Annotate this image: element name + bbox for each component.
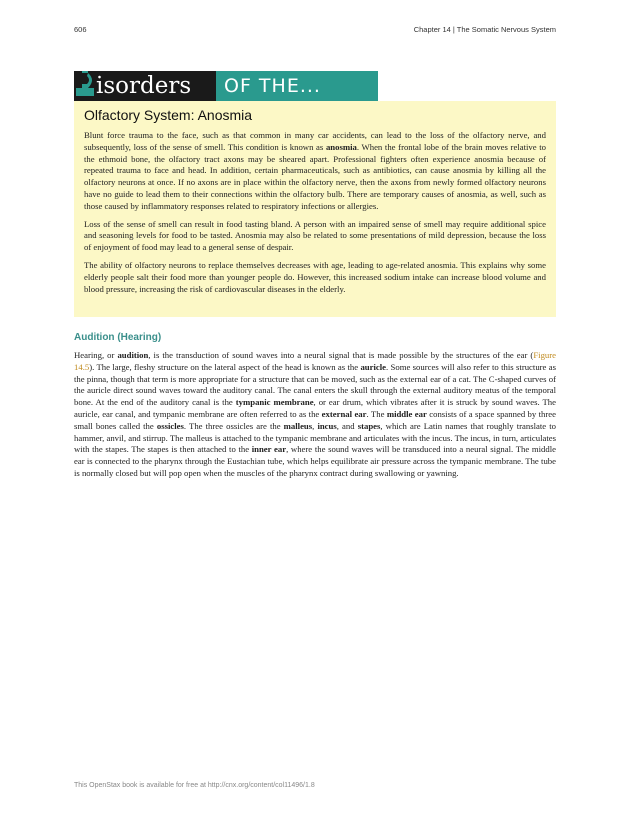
page-number: 606: [74, 25, 87, 34]
text-run: , is the transduction of sound waves into a neural signal that is made possible by the structures of the ear (: [148, 350, 534, 360]
page-footer: This OpenStax book is available for free at http://cnx.org/content/col11496/1.8: [74, 782, 315, 789]
running-header: Chapter 14 | The Somatic Nervous System: [413, 25, 556, 34]
feature-paragraph: The ability of olfactory neurons to replace themselves decreases with age, leading to age-related anosmia. This explains why some elderly people salt their food more than younger people do. However, this increased sodium intake can increase blood volume and blood pressure, increasing the risk of cardiovascular diseases in the elderly.: [84, 259, 546, 294]
banner-word: isorders: [96, 73, 192, 99]
key-term: audition: [117, 350, 149, 360]
key-term: external ear: [321, 408, 367, 419]
banner-suffix: OF THE...: [224, 75, 321, 97]
text-run: , where the sound waves will be transduced into a neural signal. The middle ear is connected to the pharynx through the Eustachian tube, which helps equilibrate air pressure across the tympanic membrane. The tube is normally closed but will pop open when the muscles of the pharynx contract during swallowing or yawning.: [74, 444, 557, 478]
section-body: [74, 350, 556, 486]
text-run: , or ear drum, which vibrates after it is struck by sound waves. The auricle, ear canal, and tympanic membrane are often referred to as the: [74, 397, 556, 419]
disorders-banner: [74, 71, 378, 101]
key-term: auricle: [360, 361, 387, 372]
text-run: . Some sources will also refer to this structure as the pinna, though that term is more appropriate for a structure that can be moved, such as the external ear of a cat. The C-shaped curves of the auricle direct sound waves toward the auditory canal. The canal enters the skull through the external auditory meatus of the temporal bone. At the end of the auditory canal is the: [74, 361, 556, 408]
text-run: , and: [336, 420, 358, 431]
key-term: anosmia: [325, 141, 357, 152]
text-run: . When the frontal lobe of the brain moves relative to the ethmoid bone, the olfactory tract axons may be sheared apart. Professional fighters often experience anosmia because of repeated trauma to face and head. In addition, certain pharmaceuticals, such as antibiotics, can cause anosmia by killing all the olfactory neurons at once. If no axons are in place within the olfactory nerve, then the axons from newly formed olfactory neurons have no guide to lead them to their connections within the olfactory bulb. There are temporary causes of anosmia, as well, such as those caused by inflammatory responses related to respiratory infections or allergies.: [84, 141, 547, 211]
text-run: . The: [366, 408, 387, 419]
key-term: stapes: [357, 420, 381, 431]
key-term: inner ear: [251, 444, 287, 455]
key-term: middle ear: [386, 408, 427, 419]
text-run: . The three ossicles are the: [183, 420, 284, 431]
banner-dark-panel: [74, 71, 216, 101]
text-run: consists of a space spanned by three small bones called the: [74, 408, 557, 431]
body-paragraph: [74, 350, 556, 480]
text-run: ,: [312, 420, 318, 431]
feature-paragraph: Loss of the sense of smell can result in food tasting bland. A person with an impaired sense of smell may require additional spice and seasoning levels for food to be tasted. Anosmia may also be related to some presentations of mild depression, because the loss of enjoyment of food may lead to a general sense of despair.: [84, 218, 546, 253]
section-heading: Audition (Hearing): [74, 332, 162, 343]
figure-link[interactable]: Figure 14.5: [74, 350, 557, 372]
key-term: malleus: [283, 420, 313, 431]
text-run: , which are Latin names that roughly translate to hammer, anvil, and stirrup. The malleus is attached to the tympanic membrane and articulates with the incus. The incus, in turn, articulates with the stapes. The stapes is then attached to the: [74, 420, 557, 455]
key-term: incus: [317, 420, 337, 431]
text-run: Hearing, or: [74, 350, 118, 360]
microscope-d-icon: [76, 71, 96, 100]
key-term: tympanic membrane: [235, 397, 314, 408]
text-run: Blunt force trauma to the face, such as that common in many car accidents, can lead to the loss of the olfactory nerve, and subsequently, loss of the sense of smell. This condition is known as: [84, 130, 546, 152]
key-term: ossicles: [156, 420, 184, 431]
feature-paragraph: [84, 130, 546, 213]
text-run: ). The large, fleshy structure on the lateral aspect of the head is known as the: [89, 361, 361, 372]
disorders-feature-box: [74, 101, 556, 317]
feature-title: Olfactory System: Anosmia: [84, 107, 253, 123]
